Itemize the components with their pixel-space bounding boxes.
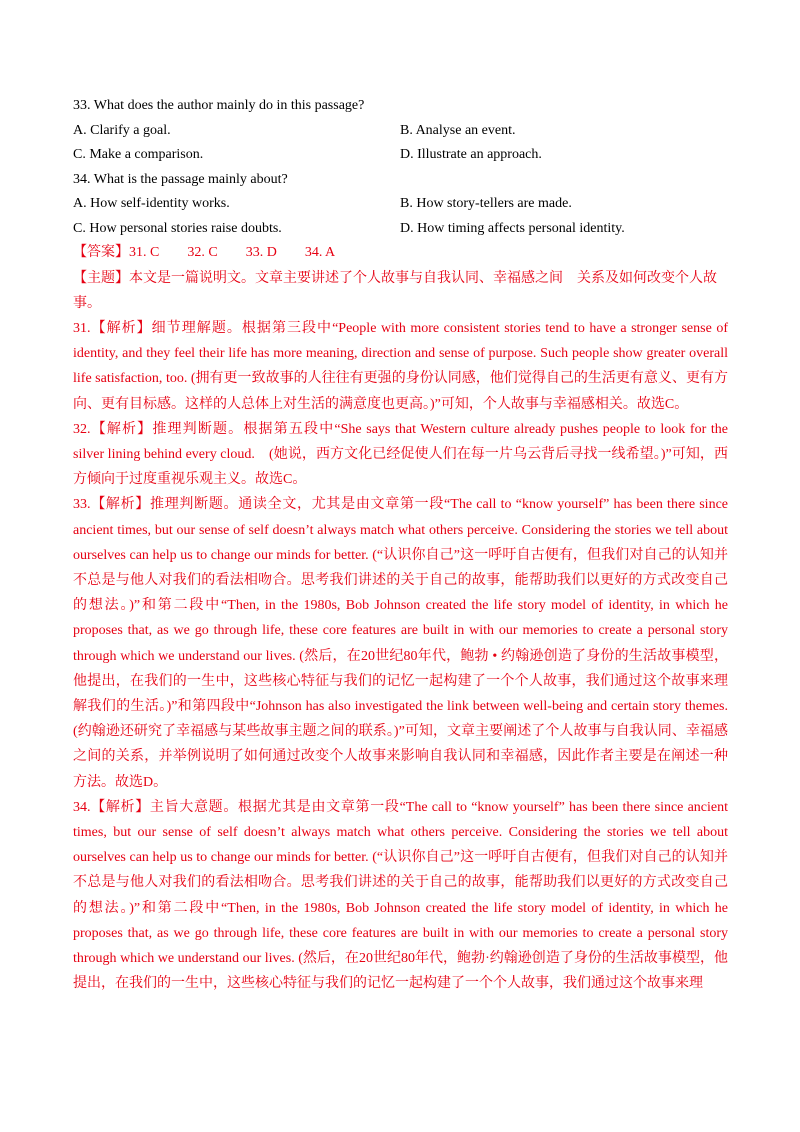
option-d: D. Illustrate an approach.	[400, 147, 542, 162]
option-b: B. Analyse an event.	[400, 122, 516, 138]
answer-item: 34. A	[304, 245, 336, 260]
option-a: A. Clarify a goal.	[73, 122, 171, 138]
document-page	[73, 94, 728, 996]
question-33: 33. What does the author mainly do in this passage?	[73, 98, 365, 113]
option-d: D. How timing affects personal identity.	[400, 220, 625, 236]
option-a: A. How self-identity works.	[73, 196, 230, 211]
answer-item: 33. D	[245, 245, 277, 260]
answer-item: 31. C	[129, 245, 160, 260]
question-33-options-row-2	[73, 143, 728, 168]
option-c: C. Make a comparison.	[73, 147, 204, 162]
answer-item: 32. C	[187, 245, 218, 260]
question-34-options-row-2	[73, 217, 728, 242]
question-33-options-row-1	[73, 119, 728, 144]
option-b: B. How story-tellers are made.	[400, 196, 572, 211]
answer-key	[73, 241, 728, 266]
question-34-options-row-1	[73, 192, 728, 217]
analysis-32: 32.【解析】推理判断题。根据第五段中“She says that Western culture already pushes people to look for the silver lining behind every cloud. (她说，西方文化已经促使人们在每一片乌云背后寻找一线希望。)”可知，西方倾向于过度重视乐观主义。故选C。	[73, 421, 728, 488]
analysis-31: 31.【解析】细节理解题。根据第三段中“People with more consistent stories tend to have a stronger sense of identity, and they feel their life has more meaning, direction and sense of purpose. Such people show greater overall life satisfaction, too. (拥有更一致故事的人往往有更强的身份认同感，他们觉得自己的生活更有意义、更有方向、更有目标感。这样的人总体上对生活的满意度也更高。)”可知，个人故事与幸福感相关。故选C。	[73, 320, 728, 412]
answer-label: 【答案】	[73, 245, 129, 260]
analysis-34: 34.【解析】主旨大意题。根据尤其是由文章第一段“The call to “know yourself” has been there since ancient times, but our sense of self doesn’t always match what others perceive. Considering the stories we tell about ourselves can help us to change our minds for better. (“认识你自己”这一呼吁自古便有，但我们对自己的认知并不总是与他人对我们的看法相吻合。思考我们讲述的关于自己的故事，能帮助我们以更好的方式改变自己的想法。)”和第二段中“Then, in the 1980s, Bob Johnson created the life story model of identity, in which he proposes that, as we go through life, these core features are built in with our memories to create a personal story through which we understand our lives. (然后，在20世纪80年代，鲍勃·约翰逊创造了身份的生活故事模型，他提出，在我们的一生中，这些核心特征与我们的记忆一起构建了一个个人故事，我们通过这个故事来理	[73, 799, 728, 992]
question-34: 34. What is the passage mainly about?	[73, 171, 288, 187]
option-c: C. How personal stories raise doubts.	[73, 220, 282, 236]
analysis-33: 33.【解析】推理判断题。通读全文，尤其是由文章第一段“The call to “know yourself” has been there since ancient times, but our sense of self doesn’t always match what others perceive. Considering the stories we tell about ourselves can help us to change our minds for better. (“认识你自己”这一呼吁自古便有，但我们对自己的认知并不总是与他人对我们的看法相吻合。思考我们讲述的关于自己的故事，能帮助我们以更好的方式改变自己的想法。)”和第二段中“Then, in the 1980s, Bob Johnson created the life story model of identity, in which he proposes that, as we go through life, these core features are built in with our memories to create a personal story through which we understand our lives. (然后，在20世纪80年代，鲍勃 • 约翰逊创造了身份的生活故事模型，他提出，在我们的一生中，这些核心特征与我们的记忆一起构建了一个个人故事，我们通过这个故事来理解我们的生活。)”和第四段中“Johnson has also investigated the link between well-being and certain story themes. (约翰逊还研究了幸福感与某些故事主题之间的联系。)”可知，文章主要阐述了个人故事与自我认同、幸福感之间的关系，并举例说明了如何通过改变个人故事来影响自我认同和幸福感，因此作者主要是在阐述一种方法。故选D。	[73, 497, 728, 790]
theme-paragraph: 【主题】本文是一篇说明文。文章主要讲述了个人故事与自我认同、幸福感之间 关系及如何改变个人故事。	[73, 270, 717, 311]
